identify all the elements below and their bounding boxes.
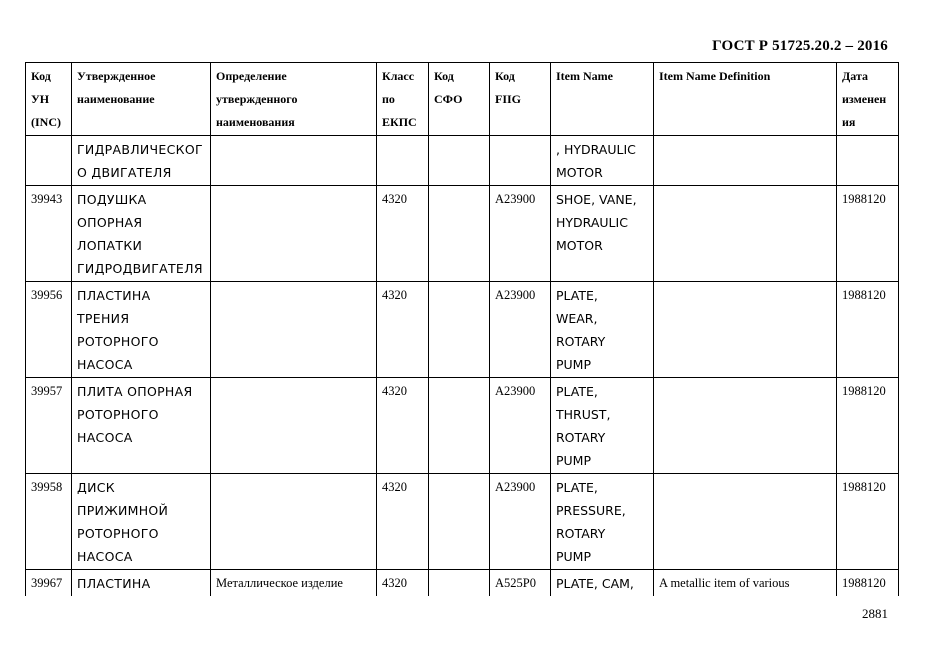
cell-fiig-code: A23900	[490, 474, 551, 570]
table-row	[26, 136, 899, 186]
cell-definition	[211, 474, 377, 570]
cell-code: 39956	[26, 282, 72, 378]
header-sfo-code: Код СФО	[429, 63, 490, 136]
header-fiig-code: Код FIIG	[490, 63, 551, 136]
cell-date	[837, 136, 899, 186]
header-approved-name: Утвержденное наименование	[72, 63, 211, 136]
cell-sfo-code	[429, 474, 490, 570]
table-row	[26, 570, 899, 597]
cell-date: 1988120	[837, 186, 899, 282]
cell-sfo-code	[429, 186, 490, 282]
table-row	[26, 474, 899, 570]
cell-definition: Металлическое изделие	[211, 570, 377, 597]
cell-code: 39967	[26, 570, 72, 597]
table-row	[26, 378, 899, 474]
cell-approved-name: ПЛИТА ОПОРНАЯ РОТОРНОГО НАСОСА	[72, 378, 211, 474]
header-ekps-class: Класс по ЕКПС	[377, 63, 429, 136]
cell-date: 1988120	[837, 570, 899, 597]
cell-item-name: PLATE, PRESSURE, ROTARY PUMP	[551, 474, 654, 570]
cell-code: 39943	[26, 186, 72, 282]
cell-fiig-code: A525P0	[490, 570, 551, 597]
cell-sfo-code	[429, 378, 490, 474]
page-number: 2881	[862, 606, 888, 621]
cell-sfo-code	[429, 570, 490, 597]
cell-item-definition: A metallic item of various	[654, 570, 837, 597]
header-code-inc: Код УН (INC)	[26, 63, 72, 136]
header-change-date: Дата изменен ия	[837, 63, 899, 136]
cell-ekps-class: 4320	[377, 570, 429, 597]
cell-approved-name: ПЛАСТИНА	[72, 570, 211, 597]
cell-item-definition	[654, 378, 837, 474]
cell-fiig-code	[490, 136, 551, 186]
table-header-row	[26, 63, 899, 136]
table-row	[26, 282, 899, 378]
document-title: ГОСТ Р 51725.20.2 – 2016	[712, 38, 888, 54]
cell-item-definition	[654, 136, 837, 186]
cell-fiig-code: A23900	[490, 186, 551, 282]
cell-item-name: PLATE, CAM,	[551, 570, 654, 597]
cell-definition	[211, 186, 377, 282]
cell-approved-name: ПЛАСТИНА ТРЕНИЯ РОТОРНОГО НАСОСА	[72, 282, 211, 378]
table-row	[26, 186, 899, 282]
cell-fiig-code: A23900	[490, 378, 551, 474]
cell-ekps-class: 4320	[377, 186, 429, 282]
header-item-name: Item Name	[551, 63, 654, 136]
cell-code	[26, 136, 72, 186]
cell-definition	[211, 378, 377, 474]
cell-item-name: SHOE, VANE, HYDRAULIC MOTOR	[551, 186, 654, 282]
cell-item-definition	[654, 474, 837, 570]
cell-definition	[211, 282, 377, 378]
cell-date: 1988120	[837, 474, 899, 570]
cell-ekps-class: 4320	[377, 378, 429, 474]
cell-ekps-class: 4320	[377, 474, 429, 570]
registry-table	[25, 62, 899, 596]
cell-definition	[211, 136, 377, 186]
header-item-name-definition: Item Name Definition	[654, 63, 837, 136]
header-name-definition: Определение утвержденного наименования	[211, 63, 377, 136]
cell-code: 39958	[26, 474, 72, 570]
cell-date: 1988120	[837, 378, 899, 474]
cell-item-definition	[654, 186, 837, 282]
cell-item-definition	[654, 282, 837, 378]
cell-date: 1988120	[837, 282, 899, 378]
cell-approved-name: ПОДУШКА ОПОРНАЯ ЛОПАТКИ ГИДРОДВИГАТЕЛЯ	[72, 186, 211, 282]
cell-ekps-class: 4320	[377, 282, 429, 378]
cell-code: 39957	[26, 378, 72, 474]
cell-sfo-code	[429, 136, 490, 186]
cell-ekps-class	[377, 136, 429, 186]
cell-sfo-code	[429, 282, 490, 378]
cell-item-name: , HYDRAULIC MOTOR	[551, 136, 654, 186]
cell-approved-name: ГИДРАВЛИЧЕСКОГ О ДВИГАТЕЛЯ	[72, 136, 211, 186]
cell-approved-name: ДИСК ПРИЖИМНОЙ РОТОРНОГО НАСОСА	[72, 474, 211, 570]
cell-item-name: PLATE, WEAR, ROTARY PUMP	[551, 282, 654, 378]
cell-fiig-code: A23900	[490, 282, 551, 378]
cell-item-name: PLATE, THRUST, ROTARY PUMP	[551, 378, 654, 474]
